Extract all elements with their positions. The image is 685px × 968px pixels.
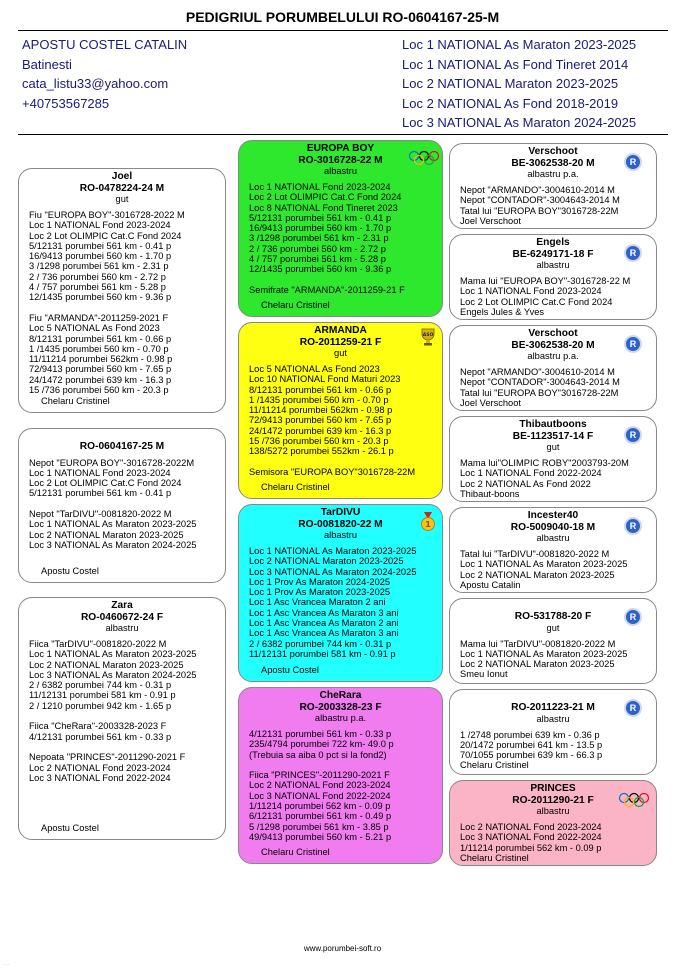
pigeon-detail-line: Loc 3 NATIONAL Fond 2022-2024 [460,832,602,843]
pigeon-detail-line: 11/11214 porumbei 562km - 0.98 p [249,405,393,416]
pigeon-ring: RO-5009040-18 M [510,521,596,533]
pigeon-detail-line: Mama lui"OLIMPIC ROBY"2003793-20M [460,458,629,468]
pigeon-detail-line: 4/12131 porumbei 561 km - 0.33 p [29,731,172,742]
pigeon-color: gut [546,442,560,452]
pigeon-detail-line: Mama lui "TarDIVU"-0081820-2022 M [460,638,616,649]
pigeon-detail-line: (Trebuia sa aiba 0 pct si la fond2) [249,749,387,760]
pigeon-ring: RO-0460672-24 F [80,611,164,623]
pigeon-ring: RO-2011223-21 M [511,702,595,713]
pigeon-ring: BE-6249171-18 F [512,248,594,260]
title-divider [18,30,668,31]
pigeon-detail-line: 4/12131 porumbei 561 km - 0.33 p [249,729,392,739]
pigeon-detail-line: Loc 1 NATIONAL Fond 2023-2024 [249,182,391,192]
pigeon-detail-line: Nepot "CONTADOR"-3004643-2014 M [460,377,620,388]
pigeon-detail-line: Loc 2 NATIONAL Maraton 2023-2025 [460,569,615,580]
pigeon-color: gut [115,194,129,204]
pigeon-name: Incester40 [527,510,579,521]
pigeon-detail-line: Loc 3 NATIONAL Fond 2022-2024 [29,772,171,783]
page-title: PEDIGRIUL PORUMBELULUI RO-0604167-25-M [185,9,500,25]
pigeon-detail-line: 4 / 757 porumbei 561 km - 5.28 p [29,282,166,293]
pigeon-name: PRINCES [530,783,576,794]
pigeon-detail-line: 70/1055 porumbei 639 km - 66.3 p [460,750,603,761]
card-ro-2011223 [449,689,657,775]
pigeon-name: Thibautboons [519,419,587,430]
pigeon-detail-line: 2 / 6382 porumbei 744 km - 0.31 p [29,680,172,691]
pigeon-detail-line: Loc 1 Asc Vrancea Maraton 2 ani [249,597,386,608]
pigeon-detail-line: 8/12131 porumbei 561 km - 0.66 p [249,384,392,395]
pigeon-color: albastru [536,713,570,724]
pigeon-detail-line: Loc 2 NATIONAL Fond 2023-2024 [460,822,602,832]
pigeon-detail-line: Fiu "EUROPA BOY"-3016728-2022 M [29,210,185,220]
pigeon-detail-line: Loc 1 NATIONAL Fond 2023-2024 [29,220,171,231]
pigeon-breeder: Joel Verschoot [460,397,521,408]
registered-icon: R [624,426,642,444]
pigeon-detail-line: Loc 1 Asc Vrancea As Maraton 2 ani [249,618,399,629]
pigeon-ring: RO-0604167-25 M [79,441,165,452]
owner-email[interactable]: cata_listu33@yahoo.com [22,76,169,91]
pigeon-detail-line: 8/12131 porumbei 561 km - 0.66 p [29,333,172,344]
card-incester40 [449,507,657,593]
pigeon-detail-line: Fiica "TarDIVU"-0081820-2022 M [29,639,167,649]
pigeon-ring: BE-3062538-20 M [511,157,595,169]
pigeon-detail-line: Loc 2 Lot OLIMPIC Cat.C Fond 2024 [460,296,613,307]
card-armanda [238,322,443,499]
pigeon-detail-line: Loc 1 NATIONAL Fond 2023-2024 [29,467,171,478]
pigeon-ring: RO-2011259-21 F [299,336,382,348]
pigeon-detail-line: Tatal lui "EUROPA BOY"3016728-22M [460,387,619,398]
pigeon-detail-line: Loc 2 NATIONAL Maraton 2023-2025 [249,556,404,567]
pigeon-ring: RO-0478224-24 M [79,182,165,194]
trophy-icon [419,327,437,347]
pigeon-detail-line: 6/12131 porumbei 561 km - 0.49 p [249,811,392,822]
pigeon-detail-line: Loc 1 Asc Vrancea As Maraton 3 ani [249,607,399,618]
pigeon-detail-line: 1 /1435 porumbei 560 km - 0.70 p [249,394,389,405]
pigeon-detail-line: Loc 1 NATIONAL As Maraton 2023-2025 [249,546,417,556]
pigeon-ring: RO-2003328-23 F [299,701,382,713]
pigeon-ring: RO-531788-20 F [514,611,592,622]
pigeon-detail-line: Fiica "PRINCES"-2011290-2021 F [249,770,390,781]
registered-icon: R [624,517,642,535]
pigeon-detail-line: 2 / 1210 porumbei 942 km - 1.65 p [29,700,172,711]
pigeon-detail-line: 2 / 736 porumbei 560 km - 2.72 p [29,271,166,282]
card-verschoot-2 [449,325,657,411]
pigeon-detail-line: 5/12131 porumbei 561 km - 0.41 p [249,212,392,223]
pigeon-detail-line: Loc 1 NATIONAL As Maraton 2023-2025 [29,649,197,660]
page-marker: ...... [3,961,10,966]
pigeon-breeder: Joel Verschoot [460,215,521,226]
pigeon-ring: BE-1123517-14 F [512,430,594,442]
pigeon-detail-line: 24/1472 porumbei 639 km - 16.3 p [249,425,392,436]
pigeon-detail-line: 4 / 757 porumbei 561 km - 5.28 p [249,254,386,265]
footer-url[interactable]: www.porumbei-soft.ro [303,944,382,953]
pigeon-name: Zara [111,600,133,611]
pigeon-detail-line: Nepot "ARMANDO"-3004610-2014 M [460,367,615,377]
pigeon-detail-line: Loc 5 NATIONAL As Fond 2023 [29,323,160,334]
pigeon-detail-line: 72/9413 porumbei 560 km - 7.65 p [249,415,392,426]
achievement-3: Loc 2 NATIONAL Maraton 2023-2025 [402,76,619,91]
pigeon-detail-line: Tatal lui "EUROPA BOY"3016728-22M [460,205,619,216]
achievement-5: Loc 3 NATIONAL As Maraton 2024-2025 [402,115,637,130]
pigeon-detail-line: Nepot "EUROPA BOY"-3016728-2022M [29,457,195,468]
card-thibautboons [449,416,657,502]
pigeon-detail-line: Loc 1 Prov As Maraton 2024-2025 [249,576,391,587]
card-europa-boy [238,140,443,317]
pigeon-detail-line: 16/9413 porumbei 560 km - 1.70 p [249,223,392,234]
pigeon-detail-line: 5 /1298 porumbei 561 km - 3.85 p [249,821,389,832]
pigeon-detail-line: Loc 5 NATIONAL As Fond 2023 [249,364,380,374]
pigeon-name: ARMANDA [314,325,367,336]
pigeon-color: gut [334,348,347,358]
pigeon-detail-line: 5/12131 porumbei 561 km - 0.41 p [29,488,172,499]
pigeon-color: albastru [536,806,570,816]
pigeon-detail-line: Mama lui "EUROPA BOY"-3016728-22 M [460,276,631,286]
pigeon-ring: RO-3016728-22 M [298,154,383,166]
card-sire [18,168,226,413]
pigeon-detail-line: 11/11214 porumbei 562km - 0.98 p [29,354,173,365]
pigeon-detail-line: Loc 1 Asc Vrancea As Maraton 3 ani [249,628,399,639]
pigeon-breeder: Chelaru Cristinel [261,846,330,857]
pigeon-detail-line: Loc 1 NATIONAL Fond 2023-2024 [460,286,602,297]
pigeon-detail-line: 15 /736 porumbei 560 km - 20.3 p [29,385,169,396]
card-engels [449,234,657,320]
achievement-2: Loc 1 NATIONAL As Fond Tineret 2014 [402,56,629,72]
achievement-1: Loc 1 NATIONAL As Maraton 2023-2025 [402,37,637,52]
registered-icon: R [624,244,642,262]
pigeon-detail-line: Loc 1 Prov As Maraton 2023-2025 [249,587,391,598]
owner-phone: +40753567285 [22,95,110,111]
pigeon-detail-line: Nepot "TarDIVU"-0081820-2022 M [29,508,172,519]
pigeon-breeder: Apostu Costel [261,664,319,675]
pigeon-color: albastru [536,533,570,543]
pigeon-detail-line: 235/4794 porumbei 722 km- 49.0 p [249,739,394,750]
pigeon-breeder: Chelaru Cristinel [460,852,529,863]
owner-name: APOSTU COSTEL CATALIN [22,37,188,52]
card-verschoot-1 [449,143,657,229]
pigeon-detail-line: 1 /1435 porumbei 560 km - 0.70 p [29,343,169,354]
pigeon-detail-line: Loc 2 NATIONAL As Fond 2022 [460,478,591,489]
registered-icon: R [624,153,642,171]
pigeon-color: albastru p.a. [527,169,579,179]
pigeon-detail-line: Tatal lui "TarDIVU"-0081820-2022 M [460,549,610,559]
pigeon-breeder: Chelaru Cristinel [261,299,330,310]
pigeon-detail-line: Loc 10 NATIONAL Fond Maturi 2023 [249,374,401,385]
registered-icon: R [624,608,642,626]
trophy-label: ASO [422,333,434,338]
achievement-4: Loc 2 NATIONAL As Fond 2018-2019 [402,95,619,111]
pigeon-detail-line: Loc 1 NATIONAL As Maraton 2023-2025 [29,519,197,530]
pigeon-detail-line: Loc 2 Lot OLIMPIC Cat.C Fond 2024 [29,478,182,489]
pigeon-detail-line: 5/12131 porumbei 561 km - 0.41 p [29,240,172,251]
pigeon-detail-line: Nepoata "PRINCES"-2011290-2021 F [29,752,186,763]
medal-icon [420,512,436,532]
pigeon-detail-line: 1/11214 porumbei 562 km - 0.09 p [460,842,602,853]
pigeon-detail-line: Semisora "EUROPA BOY"3016728-22M [249,466,416,477]
olympic-rings-icon [408,150,440,166]
pigeon-breeder: Chelaru Cristinel [460,760,529,771]
pigeon-detail-line: 1/11214 porumbei 562 km - 0.09 p [249,801,391,812]
pigeon-detail-line: Loc 2 NATIONAL Maraton 2023-2025 [29,529,184,540]
pigeon-detail-line: Loc 1 NATIONAL As Maraton 2023-2025 [460,559,628,570]
pigeon-detail-line: 12/1435 porumbei 560 km - 9.36 p [29,292,172,303]
olympic-rings-icon [618,792,650,808]
pigeon-ring: RO-2011290-21 F [512,794,594,806]
pigeon-name: Engels [536,237,570,248]
card-cherara [238,687,443,864]
pigeon-detail-line: Nepot "CONTADOR"-3004643-2014 M [460,195,620,206]
pigeon-color: albastru p.a. [527,351,579,361]
pigeon-breeder: Apostu Catalin [460,579,521,590]
pigeon-name: TarDIVU [320,507,361,518]
pigeon-breeder: Apostu Costel [41,565,99,576]
pigeon-detail-line: 12/1435 porumbei 560 km - 9.36 p [249,264,392,275]
header-divider [18,134,668,135]
pigeon-detail-line: Loc 3 NATIONAL As Maraton 2024-2025 [29,539,197,550]
pigeon-detail-line: Loc 8 NATIONAL Fond Tineret 2023 [249,202,398,213]
pigeon-name: Verschoot [528,146,578,157]
pigeon-detail-line: 1 /2748 porumbei 639 km - 0.36 p [460,729,600,740]
pigeon-detail-line: Loc 1 NATIONAL Fond 2022-2024 [460,468,602,479]
registered-icon: R [624,335,642,353]
card-tardivu [238,504,443,682]
pigeon-detail-line: 2 / 736 porumbei 560 km - 2.72 p [249,243,386,254]
pigeon-name: EUROPA BOY [306,143,375,154]
pigeon-breeder: Engels Jules & Yves [460,306,545,317]
pigeon-breeder: Smeu Ionut [460,669,508,680]
pigeon-detail-line: Nepot "ARMANDO"-3004610-2014 M [460,185,615,195]
pigeon-color: albastru [323,166,358,176]
pigeon-detail-line: 49/9413 porumbei 560 km - 5.21 p [249,831,392,842]
card-subject [18,428,226,583]
pigeon-detail-line: Loc 2 NATIONAL Maraton 2023-2025 [460,659,615,670]
pigeon-name: CheRara [319,690,362,701]
pigeon-ring: RO-0081820-22 M [298,518,383,530]
pigeon-color: gut [546,622,560,633]
pigeon-detail-line: 24/1472 porumbei 639 km - 16.3 p [29,374,172,385]
pigeon-color: albastru [323,530,358,540]
pigeon-detail-line: Semifrate "ARMANDA"-2011259-21 F [249,284,405,295]
pigeon-detail-line: Loc 3 NATIONAL Fond 2022-2024 [249,790,391,801]
pigeon-detail-line: Fiu "ARMANDA"-2011259-2021 F [29,312,169,323]
pigeon-detail-line: 11/12131 porumbei 581 km - 0.91 p [29,690,176,701]
pigeon-color: albastru [105,623,139,633]
pigeon-detail-line: Loc 3 NATIONAL As Maraton 2024-2025 [29,669,197,680]
registered-icon: R [624,699,642,717]
pigeon-breeder: Apostu Costel [41,822,99,833]
pigeon-detail-line: 3 /1298 porumbei 561 km - 2.31 p [29,261,169,272]
medal-label: 1 [425,520,431,529]
pigeon-detail-line: Loc 2 NATIONAL Fond 2023-2024 [29,762,171,773]
pigeon-detail-line: 138/5272 porumbei 552km - 26.1 p [249,446,394,457]
pigeon-color: albastru p.a. [314,713,367,723]
pigeon-detail-line: 3 /1298 porumbei 561 km - 2.31 p [249,233,389,244]
pigeon-name: Verschoot [528,328,578,339]
pigeon-detail-line: 11/12131 porumbei 581 km - 0.91 p [249,648,396,659]
pigeon-detail-line: 16/9413 porumbei 560 km - 1.70 p [29,251,172,262]
pigeon-breeder: Chelaru Cristinel [261,481,330,492]
pigeon-detail-line: 20/1472 porumbei 641 km - 13.5 p [460,739,603,750]
pigeon-breeder: Chelaru Cristinel [41,395,110,406]
pigeon-detail-line: 72/9413 porumbei 560 km - 7.65 p [29,364,172,375]
pigeon-detail-line: Loc 3 NATIONAL As Maraton 2024-2025 [249,566,417,577]
pigeon-detail-line: Loc 2 NATIONAL Fond 2023-2024 [249,780,391,791]
pigeon-detail-line: 2 / 6382 porumbei 744 km - 0.31 p [249,638,392,649]
pigeon-detail-line: 15 /736 porumbei 560 km - 20.3 p [249,436,389,447]
pigeon-detail-line: Loc 2 Lot OLIMPIC Cat.C Fond 2024 [29,230,182,241]
pigeon-ring: BE-3062538-20 M [511,339,595,351]
pigeon-name: Joel [111,171,133,182]
pigeon-breeder: Thibaut-boons [460,488,520,499]
pigeon-detail-line: Loc 2 NATIONAL Maraton 2023-2025 [29,659,184,670]
card-dam [18,597,226,840]
pigeon-detail-line: Fiica "CheRara"-2003328-2023 F [29,721,167,732]
card-ro-531788 [449,598,657,684]
pigeon-detail-line: Loc 2 Lot OLIMPIC Cat.C Fond 2024 [249,192,402,203]
owner-city: Batinesti [22,56,72,72]
pigeon-color: albastru [536,260,570,270]
pigeon-detail-line: Loc 1 NATIONAL As Maraton 2023-2025 [460,648,628,659]
